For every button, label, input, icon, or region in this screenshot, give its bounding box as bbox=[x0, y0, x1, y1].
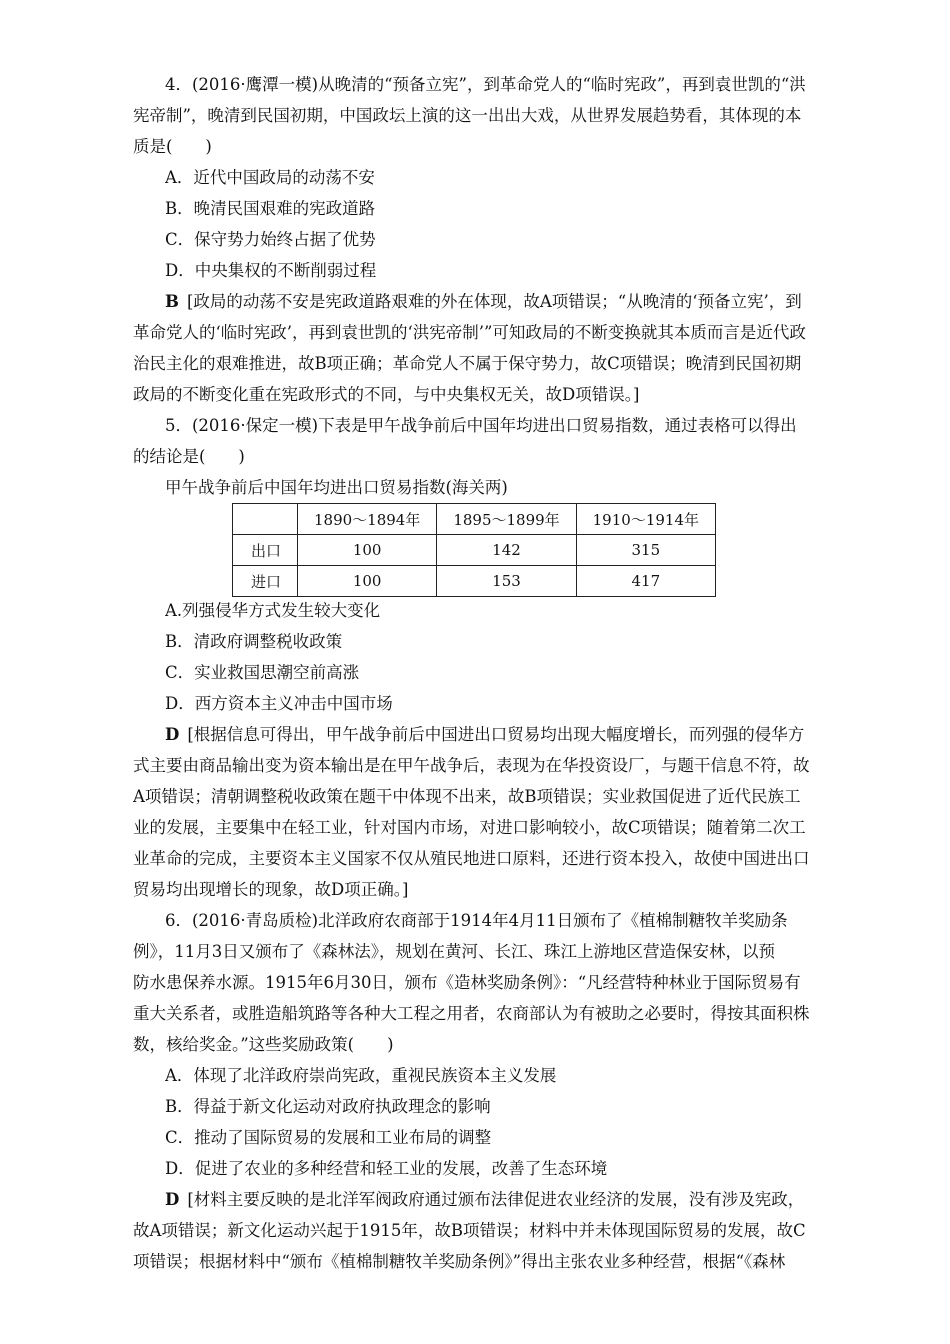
q4-answer-line-2: 革命党人的‘临时宪政’，再到袁世凯的‘洪宪帝制’”可知政局的不断变换就其本质而言是近代政 bbox=[133, 323, 806, 342]
q4-answer-line-1 bbox=[165, 289, 825, 315]
q4-stem-line-2: 宪帝制”，晚清到民国初期，中国政坛上演的这一出出大戏，从世界发展趋势看，其体现的本 bbox=[133, 106, 802, 125]
q6-answer-line-2: 故A项错误；新文化运动兴起于1915年，故B项错误；材料中并未体现国际贸易的发展，故C bbox=[133, 1221, 806, 1240]
q4-option-d: D．中央集权的不断削弱过程 bbox=[165, 261, 377, 280]
q6-stem-line-4: 重大关系者，或胜造船筑路等各种大工程之用者，农商部认为有被助之必要时，得按其面积株 bbox=[133, 1004, 810, 1023]
table-header-cell bbox=[233, 504, 298, 535]
q5-answer-line-6: 贸易均出现增长的现象，故D项正确。] bbox=[133, 880, 409, 899]
q5-answer-line-5: 业革命的完成，主要资本主义国家不仅从殖民地进口原料，还进行资本投入，故使中国进出口 bbox=[133, 849, 810, 868]
q6-option-b: B．得益于新文化运动对政府执政理念的影响 bbox=[165, 1097, 491, 1116]
q6-answer-text: [材料主要反映的是北洋军阀政府通过颁布法律促进农业经济的发展，没有涉及宪政， bbox=[187, 1190, 805, 1209]
table-header-cell: 1910～1914年 bbox=[576, 504, 715, 535]
table-row bbox=[233, 535, 716, 566]
table-header-cell: 1895～1899年 bbox=[437, 504, 576, 535]
q6-option-d: D．促进了农业的多种经营和轻工业的发展，改善了生态环境 bbox=[165, 1159, 608, 1178]
q6-stem-line-2: 例》，11月3日又颁布了《森林法》，规划在黄河、长江、珠江上游地区营造保安林，以预 bbox=[133, 942, 775, 961]
q5-option-a: A.列强侵华方式发生较大变化 bbox=[165, 601, 381, 620]
trade-index-table bbox=[232, 503, 716, 597]
q5-option-d: D．西方资本主义冲击中国市场 bbox=[165, 694, 393, 713]
q4-option-b: B．晚清民国艰难的宪政道路 bbox=[165, 199, 376, 218]
table-cell: 100 bbox=[298, 566, 437, 597]
table-cell: 142 bbox=[437, 535, 576, 566]
q6-answer-line-1 bbox=[165, 1187, 825, 1213]
table-row bbox=[233, 566, 716, 597]
q4-answer-line-4: 政局的不断变化重在宪政形式的不同，与中央集权无关，故D项错误。] bbox=[133, 385, 640, 404]
q6-option-c: C．推动了国际贸易的发展和工业布局的调整 bbox=[165, 1128, 492, 1147]
q4-answer-line-3: 治民主化的艰难推进，故B项正确；革命党人不属于保守势力，故C项错误；晚清到民国初期 bbox=[133, 354, 802, 373]
q4-option-a: A．近代中国政局的动荡不安 bbox=[165, 168, 375, 187]
q6-option-a: A．体现了北洋政府崇尚宪政，重视民族资本主义发展 bbox=[165, 1066, 557, 1085]
q5-option-c: C．实业救国思潮空前高涨 bbox=[165, 663, 360, 682]
table-cell: 100 bbox=[298, 535, 437, 566]
q4-stem-line-3: 质是( ) bbox=[133, 137, 212, 156]
q5-answer-letter: D bbox=[165, 725, 180, 744]
q5-answer-line-1 bbox=[165, 722, 825, 748]
q4-answer-text: [政局的动荡不安是宪政道路艰难的外在体现，故A项错误；“从晚清的‘预备立宪’，到 bbox=[186, 292, 802, 311]
q4-answer-letter: B bbox=[165, 292, 179, 311]
q5-answer-line-4: 业的发展，主要集中在轻工业，针对国内市场，对进口影响较小，故C项错误；随着第二次工 bbox=[133, 818, 806, 837]
q5-answer-text: [根据信息可得出，甲午战争前后中国进出口贸易均出现大幅度增长，而列强的侵华方 bbox=[187, 725, 805, 744]
q5-option-b: B．清政府调整税收政策 bbox=[165, 632, 343, 651]
q6-stem-line-5: 数，核给奖金。”这些奖励政策( ) bbox=[133, 1035, 394, 1054]
table-cell: 315 bbox=[576, 535, 715, 566]
table-cell: 417 bbox=[576, 566, 715, 597]
q4-option-c: C．保守势力始终占据了优势 bbox=[165, 230, 376, 249]
q5-answer-line-2: 式主要由商品输出变为资本输出是在甲午战争后，表现为在华投资设厂，与题干信息不符，故 bbox=[133, 756, 810, 775]
table-row-label: 进口 bbox=[233, 566, 298, 597]
q6-stem-line-1: 6．(2016·青岛质检)北洋政府农商部于1914年4月11日颁布了《植棉制糖牧羊奖励条 bbox=[165, 911, 788, 930]
table-header-cell: 1890～1894年 bbox=[298, 504, 437, 535]
q4-stem-line-1: 4．(2016·鹰潭一模)从晚清的“预备立宪”，到革命党人的“临时宪政”，再到袁世凯的“洪 bbox=[165, 75, 806, 94]
table-cell: 153 bbox=[437, 566, 576, 597]
table-row-label: 出口 bbox=[233, 535, 298, 566]
q5-table-title: 甲午战争前后中国年均进出口贸易指数(海关两) bbox=[165, 478, 508, 497]
q6-stem-line-3: 防水患保养水源。1915年6月30日，颁布《造林奖励条例》：“凡经营特种林业于国际贸易有 bbox=[133, 973, 801, 992]
q5-stem-line-2: 的结论是( ) bbox=[133, 447, 245, 466]
q5-answer-line-3: A项错误；清朝调整税收政策在题干中体现不出来，故B项错误；实业救国促进了近代民族工 bbox=[133, 787, 801, 806]
table-header-row bbox=[233, 504, 716, 535]
q5-stem-line-1: 5．(2016·保定一模)下表是甲午战争前后中国年均进出口贸易指数，通过表格可以得出 bbox=[165, 416, 797, 435]
q6-answer-line-3: 项错误；根据材料中“颁布《植棉制糖牧羊奖励条例》”得出主张农业多种经营，根据“《森林 bbox=[133, 1252, 786, 1271]
q6-answer-letter: D bbox=[165, 1190, 180, 1209]
